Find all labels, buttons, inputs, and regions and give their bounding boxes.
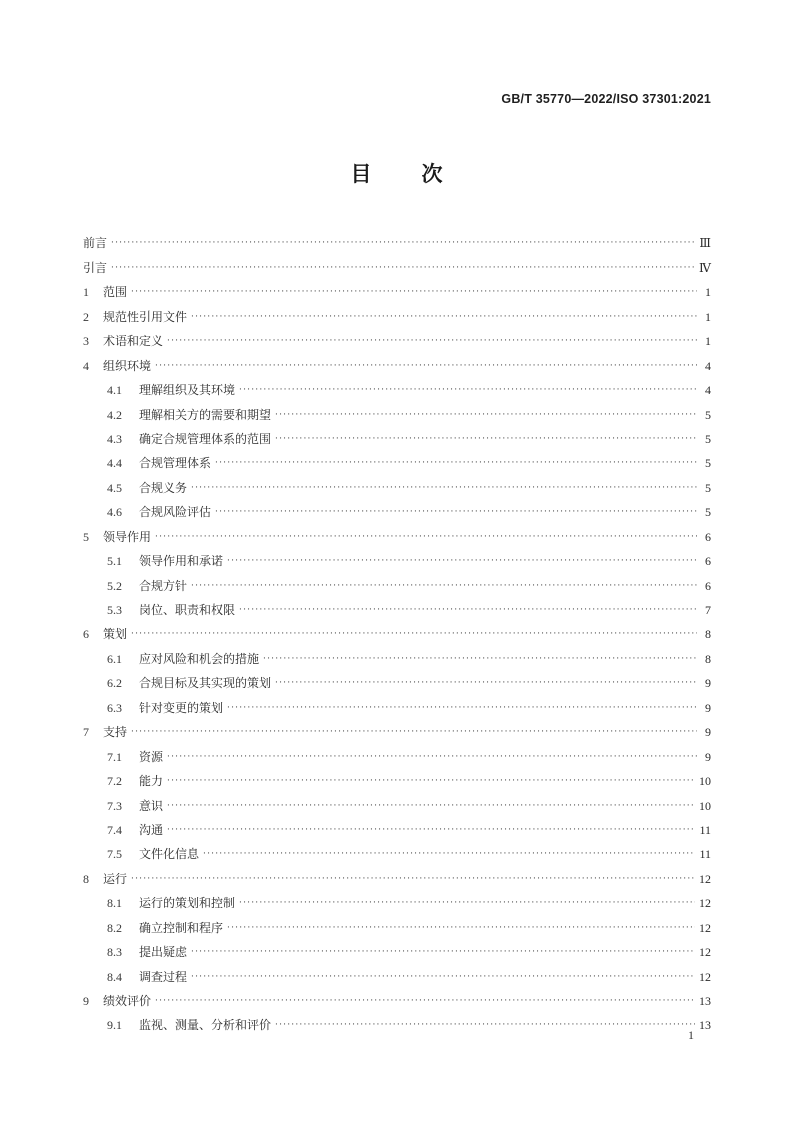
toc-entry[interactable] [83,935,711,959]
dot-leader [191,580,697,592]
toc-entry[interactable] [83,495,711,519]
toc-entry[interactable] [83,250,711,274]
toc-entry-title: 组织环境 [103,358,152,373]
toc-entry-page: 10 [699,798,711,813]
toc-entry-page: 1 [705,309,711,324]
toc-entry-number: 4.5 [107,480,122,495]
dot-leader [239,604,697,616]
toc-entry-page: 1 [705,334,711,349]
toc-entry-page: 5 [705,431,711,446]
dot-leader [167,335,697,347]
toc-entry-number: 4.2 [107,407,122,422]
toc-entry-page: 4 [705,383,711,398]
dot-leader [227,702,697,714]
dot-leader [275,1019,695,1031]
toc-entry-page: 13 [699,994,711,1008]
toc-entry[interactable] [83,373,711,397]
toc-entry-page: 12 [699,945,711,960]
toc-entry-title: 确立控制和程序 [139,920,224,935]
toc-entry-number: 8.1 [107,896,122,911]
toc-entry-number: 2 [83,309,89,324]
toc-entry-page: 6 [705,578,711,593]
toc-entry-title: 理解相关方的需要和期望 [139,407,272,422]
toc-entry-page: 5 [705,456,711,471]
toc-entry-title: 运行的策划和控制 [139,896,236,911]
toc-entry-title: 运行 [103,871,128,886]
toc-entry-title: 监视、测量、分析和评价 [139,1018,272,1033]
toc-entry-number: 1 [83,285,89,300]
toc-entry-number: 7.2 [107,774,122,789]
toc-entry-page: 11 [699,822,711,837]
toc-entry[interactable] [83,739,711,763]
toc-entry-title: 理解组织及其环境 [139,383,236,398]
toc-entry-page: 1 [705,285,711,300]
dot-leader [191,482,697,494]
toc-entry-title: 范围 [103,285,128,300]
page-title: 目次 [350,162,493,186]
toc-entry-title: 术语和定义 [103,334,164,349]
toc-entry-title: 领导作用和承诺 [139,554,224,569]
toc-entry-page: 5 [705,407,711,422]
toc-entry[interactable] [83,226,711,250]
dot-leader [215,506,697,518]
toc-entry[interactable] [83,788,711,812]
dot-leader [131,873,695,885]
toc-entry-title: 针对变更的策划 [139,700,224,715]
dot-leader [191,311,697,323]
toc-entry[interactable] [83,715,711,739]
toc-entry[interactable] [83,666,711,690]
toc-entry[interactable] [83,861,711,885]
toc-entry-number: 5.3 [107,603,122,617]
toc-entry-title: 策划 [103,627,128,642]
dot-leader [227,555,697,567]
toc-entry-number: 4.6 [107,505,122,520]
toc-entry-number: 8.2 [107,920,122,935]
dot-leader [111,262,695,274]
toc-entry[interactable] [83,446,711,470]
toc-entry-title: 调查过程 [139,969,188,984]
toc-entry-page: 5 [705,480,711,495]
toc-entry-page: 12 [699,969,711,984]
toc-entry[interactable] [83,617,711,641]
toc-entry[interactable] [83,568,711,592]
toc-entry[interactable] [83,299,711,323]
toc-entry[interactable] [83,275,711,299]
toc-entry-number: 7.4 [107,822,122,837]
toc-entry-page: 8 [705,627,711,642]
dot-leader [275,409,697,421]
toc-entry-page: Ⅲ [699,236,711,251]
toc-entry[interactable] [83,959,711,983]
toc-entry-page: 9 [705,725,711,740]
toc-entry[interactable] [83,470,711,494]
toc-entry-number: 5 [83,529,89,544]
toc-entry-title: 意识 [139,798,164,813]
toc-entry-page: 12 [699,871,711,886]
toc-entry-title: 资源 [139,749,164,764]
dot-leader [167,824,695,836]
toc-entry-page: 8 [705,651,711,666]
toc-entry-number: 7.1 [107,749,122,764]
toc-entry-number: 4.1 [107,383,122,398]
toc-entry-title: 沟通 [139,822,164,837]
dot-leader [131,726,697,738]
dot-leader [111,237,695,249]
dot-leader [131,286,697,298]
toc-entry-page: 9 [705,749,711,764]
dot-leader [203,848,695,860]
toc-entry-title: 文件化信息 [139,847,200,862]
toc-entry-number: 4 [83,358,89,373]
toc-entry[interactable] [83,690,711,714]
dot-leader [215,457,697,469]
toc-entry-number: 7 [83,725,89,740]
dot-leader [131,628,697,640]
toc-entry[interactable] [83,324,711,348]
toc-entry-page: 6 [705,529,711,544]
toc-entry-title: 合规义务 [139,480,188,495]
toc-entry-page: 11 [699,847,711,862]
dot-leader [167,775,695,787]
toc-entry-page: 4 [705,358,711,373]
dot-leader [239,384,697,396]
toc-entry-number: 9.1 [107,1018,122,1033]
toc-entry[interactable] [83,984,711,1008]
toc-entry-number: 5.2 [107,578,122,593]
dot-leader [239,897,695,909]
toc-entry-title: 绩效评价 [103,994,152,1008]
toc-entry[interactable] [83,813,711,837]
dot-leader [191,971,695,983]
toc-entry-number: 5.1 [107,554,122,569]
toc-entry-number: 3 [83,334,89,349]
toc-entry[interactable] [83,593,711,617]
dot-leader [167,751,697,763]
toc-entry-page: 12 [699,920,711,935]
toc-entry-number: 4.3 [107,431,122,446]
toc-entry-title: 合规方针 [139,578,188,593]
toc-entry-number: 6.1 [107,651,122,666]
toc-entry[interactable] [83,886,711,910]
table-of-contents [83,226,711,1032]
toc-entry-title: 合规目标及其实现的策划 [139,676,272,691]
toc-entry-page: 5 [705,505,711,520]
toc-entry-title: 能力 [139,774,164,789]
dot-leader [167,800,695,812]
dot-leader [191,946,695,958]
toc-entry-page: 6 [705,554,711,569]
toc-entry[interactable] [83,764,711,788]
toc-entry-title: 前言 [83,236,108,251]
toc-entry-number: 6 [83,627,89,642]
toc-entry-title: 合规风险评估 [139,505,212,520]
toc-entry-page: Ⅳ [699,260,711,275]
toc-entry-page: 10 [699,774,711,789]
dot-leader [155,995,695,1007]
dot-leader [275,677,697,689]
toc-entry[interactable] [83,397,711,421]
toc-entry-number: 6.2 [107,676,122,691]
toc-entry-title: 岗位、职责和权限 [139,603,236,617]
toc-entry-number: 7.3 [107,798,122,813]
toc-entry-page: 9 [705,700,711,715]
toc-entry-title: 支持 [103,725,128,740]
toc-entry[interactable] [83,1008,711,1032]
toc-entry-page: 7 [705,603,711,617]
dot-leader [155,360,697,372]
toc-entry-number: 4.4 [107,456,122,471]
toc-entry-page: 13 [699,1018,711,1033]
dot-leader [275,433,697,445]
toc-entry-title: 确定合规管理体系的范围 [139,431,272,446]
toc-entry-title: 引言 [83,260,108,275]
page-number: 1 [688,1028,694,1042]
toc-entry[interactable] [83,837,711,861]
toc-entry[interactable] [83,641,711,665]
toc-entry[interactable] [83,910,711,934]
toc-entry-page: 12 [699,896,711,911]
toc-entry[interactable] [83,519,711,543]
dot-leader [263,653,697,665]
dot-leader [155,531,697,543]
toc-entry[interactable] [83,422,711,446]
toc-entry-title: 提出疑虑 [139,945,188,960]
toc-entry-title: 应对风险和机会的措施 [139,651,260,666]
toc-entry-number: 6.3 [107,700,122,715]
dot-leader [227,922,695,934]
toc-entry-number: 7.5 [107,847,122,862]
toc-entry-page: 9 [705,676,711,691]
standard-code: GB/T 35770—2022/ISO 37301:2021 [501,92,711,106]
toc-entry[interactable] [83,348,711,372]
toc-entry[interactable] [83,544,711,568]
toc-entry-number: 9 [83,994,89,1008]
toc-entry-title: 合规管理体系 [139,456,212,471]
toc-entry-number: 8.4 [107,969,122,984]
toc-entry-number: 8 [83,871,89,886]
toc-entry-title: 规范性引用文件 [103,309,188,324]
toc-entry-number: 8.3 [107,945,122,960]
toc-entry-title: 领导作用 [103,529,152,544]
